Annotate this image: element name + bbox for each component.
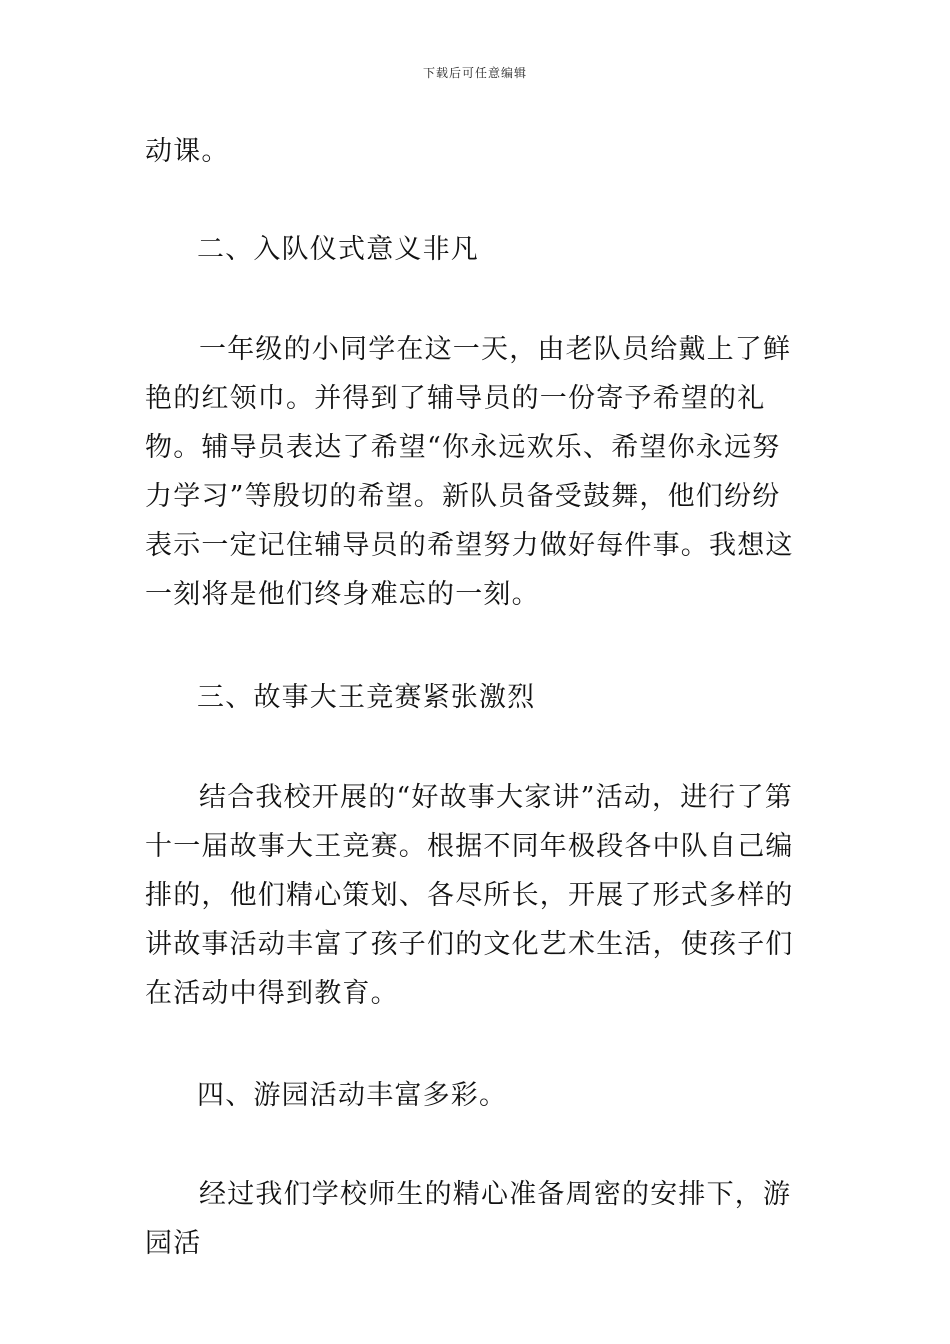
paragraph-garden-party: 经过我们学校师生的精心准备周密的安排下，游园活 <box>145 1179 792 1259</box>
section-heading-4: 四、游园活动丰富多彩。 <box>197 1080 508 1111</box>
paragraph-induction-ceremony: 一年级的小同学在这一天，由老队员给戴上了鲜艳的红领巾。并得到了辅导员的一份寄予希望的礼物。辅导员表达了希望“你永远欢乐、希望你永远努力学习”等殷切的希望。新队员备受鼓舞，他们纷纷表示一定记住辅导员的希望努力做好每件事。我想这一刻将是他们终身难忘的一刻。 <box>145 334 794 610</box>
paragraph-storytelling-contest: 结合我校开展的“好故事大家讲”活动，进行了第十一届故事大王竞赛。根据不同年极段各中队自己编排的，他们精心策划、各尽所长，开展了形式多样的讲故事活动丰富了孩子们的文化艺术生活，使孩子们在活动中得到教育。 <box>145 782 794 1009</box>
section-heading-3: 三、故事大王竞赛紧张激烈 <box>197 682 536 713</box>
section-heading-2: 二、入队仪式意义非凡 <box>197 234 479 265</box>
page-header-note: 下载后可任意编辑 <box>422 66 527 80</box>
paragraph-continuation: 动课。 <box>145 136 230 167</box>
